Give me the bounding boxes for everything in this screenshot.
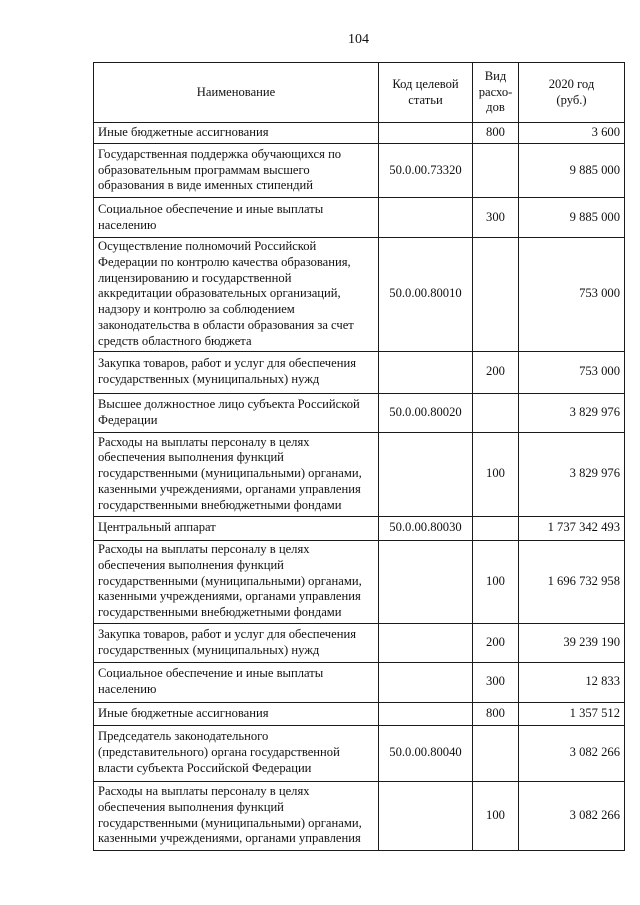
- row-code: 50.0.00.80030: [379, 516, 473, 540]
- page-number: 104: [348, 32, 369, 47]
- row-name: Иные бюджетные ассигнования: [94, 123, 379, 144]
- row-code: [379, 351, 473, 393]
- row-name: Иные бюджетные ассигнования: [94, 702, 379, 725]
- row-type: 300: [473, 198, 519, 238]
- row-name: Расходы на выплаты персоналу в целях обеспечения выполнения функций государственными (муниципальными) органами, казенными учреждениями, органами управления: [94, 781, 379, 850]
- row-type: [473, 516, 519, 540]
- row-amount: 1 357 512: [519, 702, 625, 725]
- row-type: [473, 725, 519, 781]
- table-row: [94, 198, 625, 238]
- row-code: 50.0.00.80010: [379, 238, 473, 352]
- row-code: [379, 662, 473, 702]
- row-name: Осуществление полномочий Российской Федерации по контролю качества образования, лицензированию и государственной аккредитации образовательных организаций, надзору и контролю за соблюдением законодательства в области образования за счет средств областного бюджета: [94, 238, 379, 352]
- row-type: [473, 144, 519, 198]
- row-code: [379, 123, 473, 144]
- row-amount: 3 082 266: [519, 781, 625, 850]
- row-name: Председатель законодательного (представительного) органа государственной власти субъекта Российской Федерации: [94, 725, 379, 781]
- header-type: Вид расхо- дов: [473, 63, 519, 123]
- table-row: [94, 393, 625, 432]
- header-amount: 2020 год (руб.): [519, 63, 625, 123]
- row-code: [379, 432, 473, 516]
- table-row: [94, 351, 625, 393]
- row-name: Государственная поддержка обучающихся по образовательным программам высшего образования в виде именных стипендий: [94, 144, 379, 198]
- table-row: [94, 123, 625, 144]
- header-code: Код целевой статьи: [379, 63, 473, 123]
- row-type: 200: [473, 351, 519, 393]
- row-name: Расходы на выплаты персоналу в целях обеспечения выполнения функций государственными (муниципальными) органами, казенными учреждениями, органами управления государственными внебюджетными фондами: [94, 540, 379, 623]
- row-amount: 9 885 000: [519, 144, 625, 198]
- row-amount: 1 696 732 958: [519, 540, 625, 623]
- row-type: 800: [473, 123, 519, 144]
- table-row: [94, 623, 625, 662]
- row-code: [379, 702, 473, 725]
- row-code: 50.0.00.80020: [379, 393, 473, 432]
- row-amount: 1 737 342 493: [519, 516, 625, 540]
- row-name: Высшее должностное лицо субъекта Российской Федерации: [94, 393, 379, 432]
- row-amount: 753 000: [519, 351, 625, 393]
- row-type: 800: [473, 702, 519, 725]
- row-name: Закупка товаров, работ и услуг для обеспечения государственных (муниципальных) нужд: [94, 623, 379, 662]
- row-amount: 3 829 976: [519, 432, 625, 516]
- table-row: [94, 144, 625, 198]
- table-row: [94, 432, 625, 516]
- table-row: [94, 238, 625, 352]
- row-code: 50.0.00.73320: [379, 144, 473, 198]
- header-name: Наименование: [94, 63, 379, 123]
- row-name: Закупка товаров, работ и услуг для обеспечения государственных (муниципальных) нужд: [94, 351, 379, 393]
- row-code: [379, 198, 473, 238]
- row-type: 100: [473, 432, 519, 516]
- row-type: 100: [473, 781, 519, 850]
- row-name: Расходы на выплаты персоналу в целях обеспечения выполнения функций государственными (муниципальными) органами, казенными учреждениями, органами управления государственными внебюджетными фондами: [94, 432, 379, 516]
- row-name: Социальное обеспечение и иные выплаты населению: [94, 662, 379, 702]
- row-amount: 3 082 266: [519, 725, 625, 781]
- row-amount: 3 829 976: [519, 393, 625, 432]
- row-type: 300: [473, 662, 519, 702]
- row-name: Социальное обеспечение и иные выплаты населению: [94, 198, 379, 238]
- table-row: [94, 662, 625, 702]
- table-row: [94, 781, 625, 850]
- table-row: [94, 516, 625, 540]
- budget-table: [93, 62, 625, 851]
- row-code: [379, 781, 473, 850]
- row-amount: 12 833: [519, 662, 625, 702]
- table-row: [94, 540, 625, 623]
- row-type: 100: [473, 540, 519, 623]
- row-amount: 9 885 000: [519, 198, 625, 238]
- row-type: 200: [473, 623, 519, 662]
- row-amount: 753 000: [519, 238, 625, 352]
- row-amount: 39 239 190: [519, 623, 625, 662]
- row-name: Центральный аппарат: [94, 516, 379, 540]
- table-row: [94, 702, 625, 725]
- table-header: [94, 63, 625, 123]
- row-code: [379, 623, 473, 662]
- table-row: [94, 725, 625, 781]
- row-amount: 3 600: [519, 123, 625, 144]
- row-code: [379, 540, 473, 623]
- row-type: [473, 238, 519, 352]
- row-code: 50.0.00.80040: [379, 725, 473, 781]
- row-type: [473, 393, 519, 432]
